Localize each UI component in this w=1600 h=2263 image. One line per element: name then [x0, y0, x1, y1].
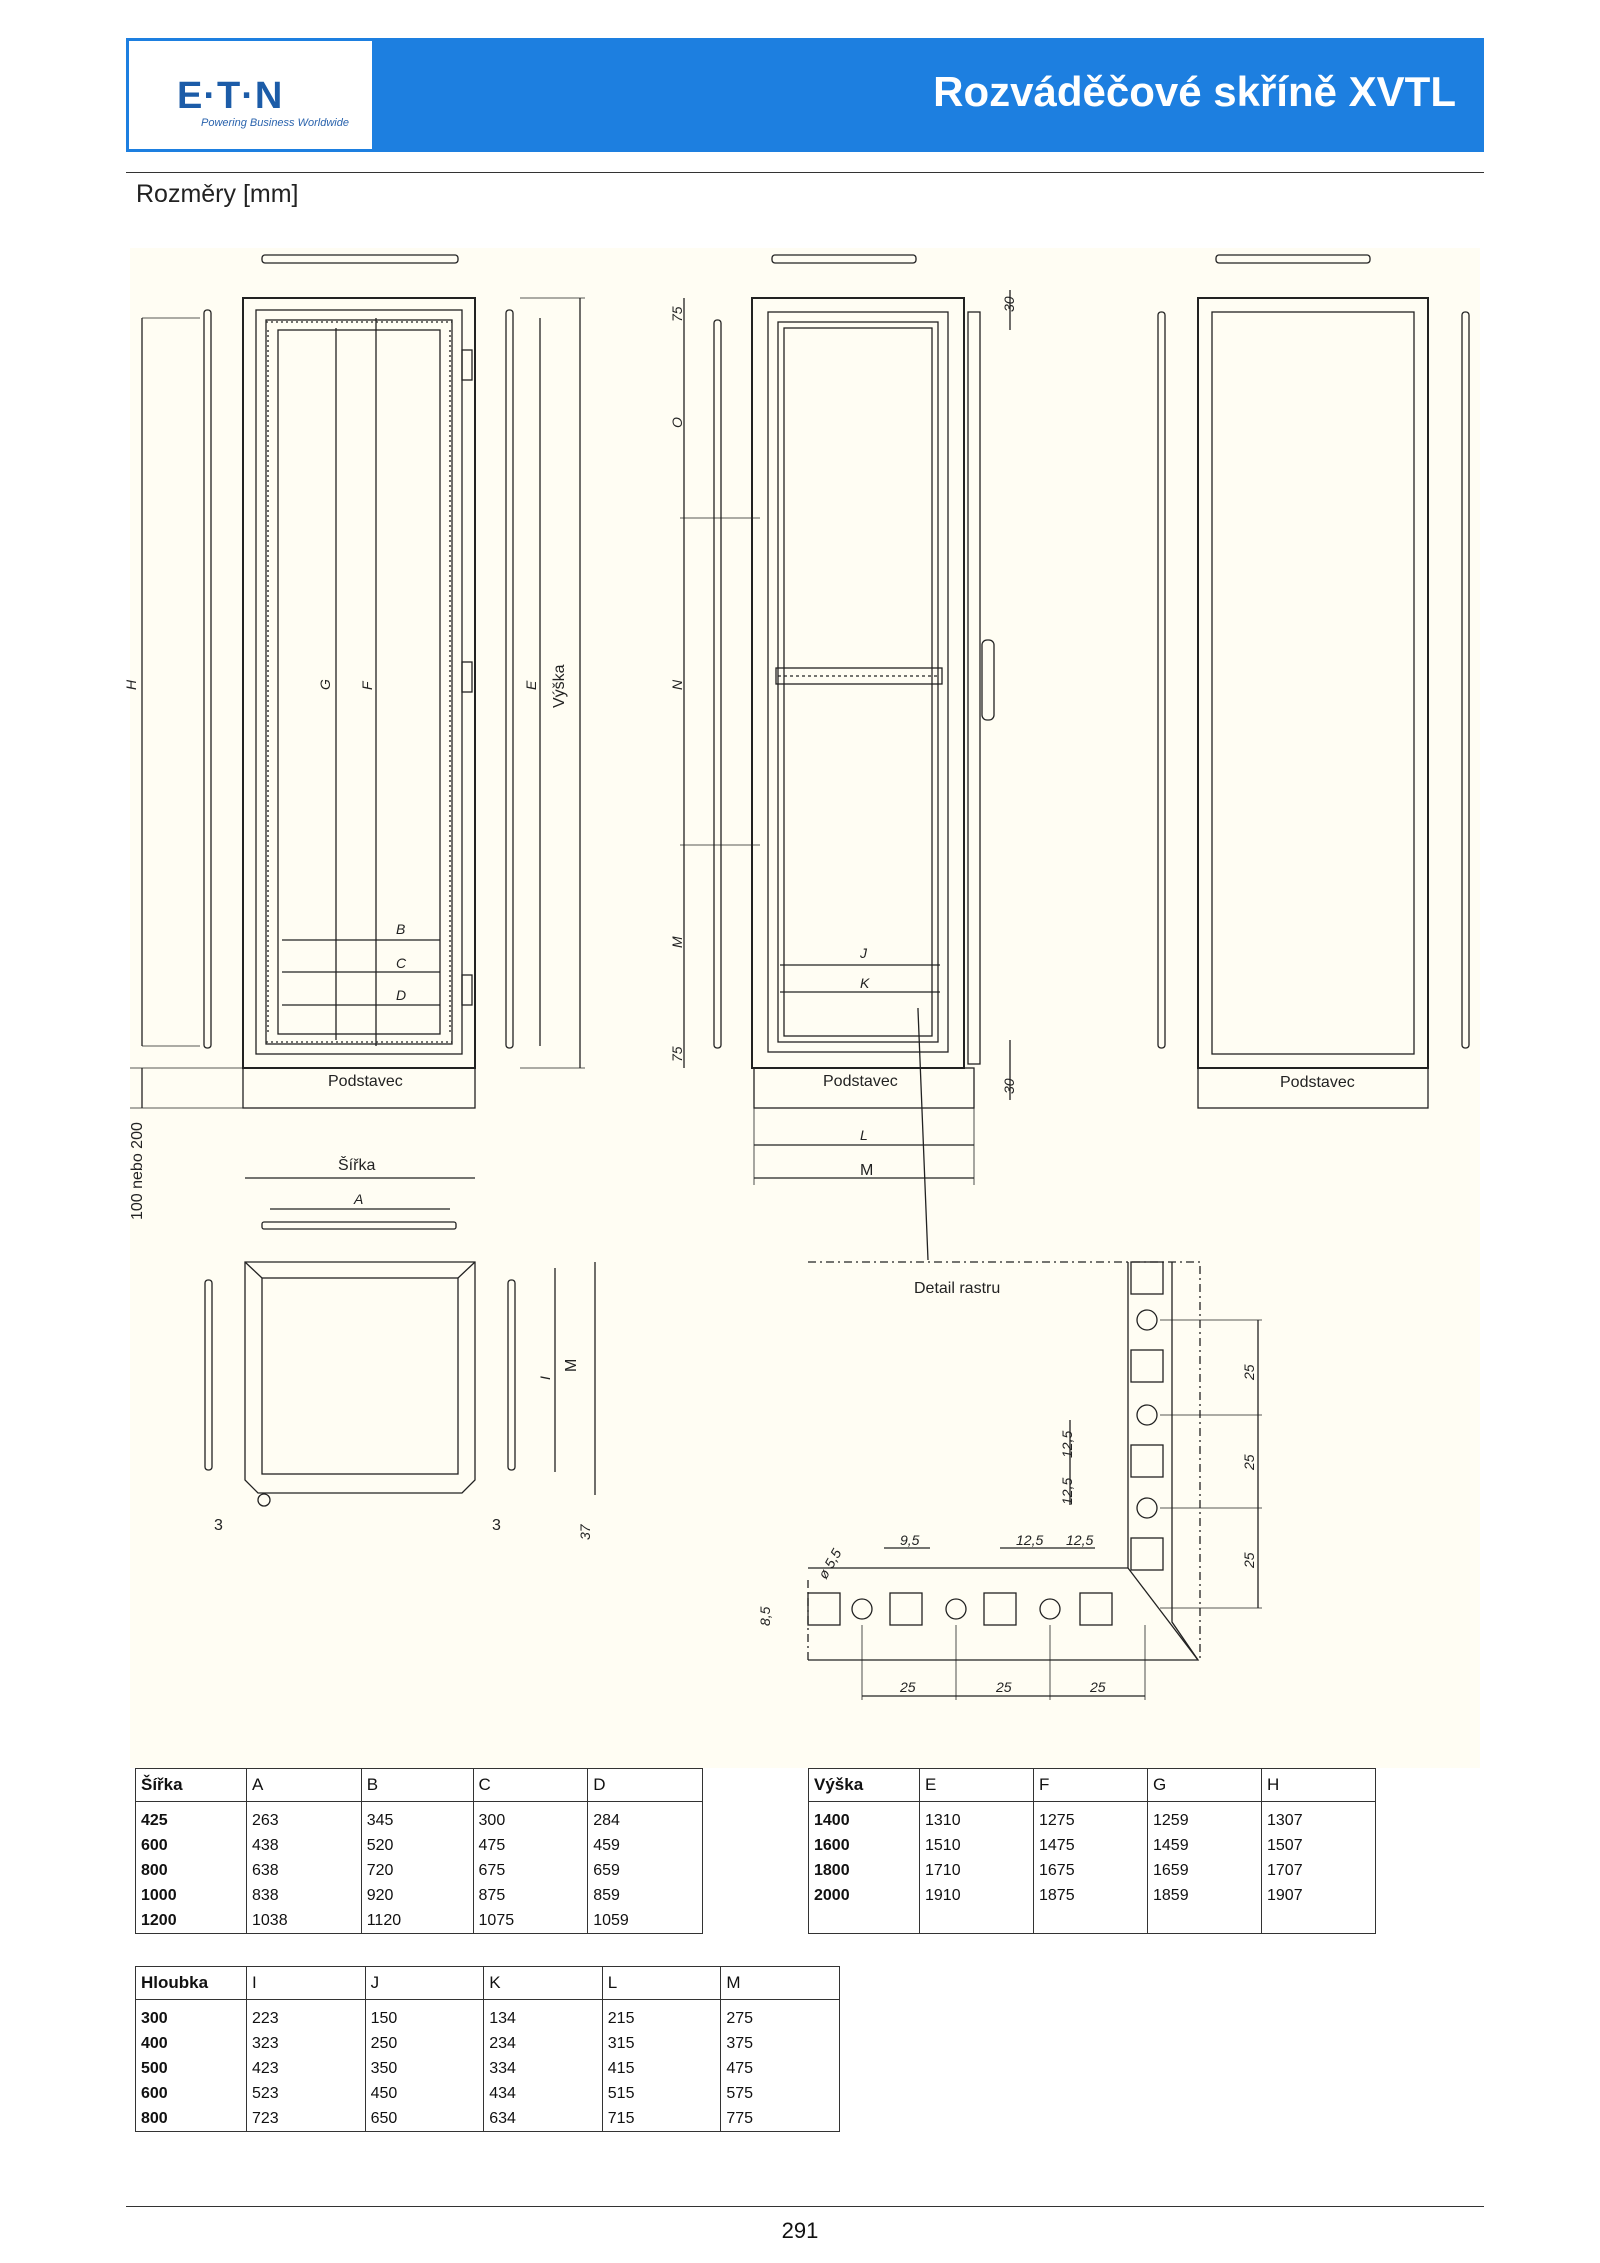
- table-row: [809, 1908, 1376, 1934]
- page-number: 291: [781, 2218, 819, 2243]
- table-row: [809, 1833, 1376, 1858]
- cell: 334: [484, 2056, 603, 2081]
- cell: 1275: [1034, 1802, 1148, 1834]
- cell: 720: [361, 1858, 473, 1883]
- dim-G: G: [317, 679, 333, 690]
- cell: 1000: [141, 1886, 177, 1904]
- cell: 800: [141, 2109, 168, 2127]
- plan-view: [205, 1178, 595, 1506]
- cell: 1510: [920, 1833, 1034, 1858]
- dim-9-5: 9,5: [900, 1532, 920, 1548]
- table-row: [136, 1833, 703, 1858]
- cell: 800: [141, 1861, 168, 1879]
- label-base-height: 100 nebo 200: [129, 1122, 146, 1220]
- cell: 350: [365, 2056, 484, 2081]
- cell: 1875: [1034, 1883, 1148, 1908]
- cell: 675: [473, 1858, 588, 1883]
- cell: 600: [141, 1836, 168, 1854]
- cell: 1859: [1148, 1883, 1262, 1908]
- cell: 300: [141, 2009, 168, 2027]
- cell: 263: [247, 1802, 362, 1834]
- cell: [1262, 1908, 1376, 1934]
- rear-view: [1158, 255, 1469, 1108]
- header-cell: H: [1262, 1769, 1376, 1802]
- header-cell: E: [920, 1769, 1034, 1802]
- table-row: [136, 1908, 703, 1934]
- cell: 1659: [1148, 1858, 1262, 1883]
- header-cell: A: [247, 1769, 362, 1802]
- dim-I: I: [537, 1376, 553, 1380]
- dim-N: N: [669, 679, 685, 690]
- table-header-row: [809, 1769, 1376, 1802]
- label-detail-rastru: Detail rastru: [914, 1280, 1001, 1297]
- cell: 315: [602, 2031, 721, 2056]
- cell: 634: [484, 2106, 603, 2132]
- cell: 1459: [1148, 1833, 1262, 1858]
- dim-H: H: [123, 679, 139, 690]
- cell: 1910: [920, 1883, 1034, 1908]
- header-cell: Výška: [809, 1769, 920, 1802]
- cell: 434: [484, 2081, 603, 2106]
- cell: 1800: [814, 1861, 850, 1879]
- header-cell: I: [247, 1967, 366, 2000]
- cell: 659: [588, 1858, 703, 1883]
- cell: 1400: [814, 1811, 850, 1829]
- section-subtitle: Rozměry [mm]: [136, 180, 299, 208]
- cell: 234: [484, 2031, 603, 2056]
- dim-25-h1: 25: [900, 1679, 916, 1695]
- cell: 1075: [473, 1908, 588, 1934]
- cell: 1059: [588, 1908, 703, 1934]
- cell: 215: [602, 2000, 721, 2032]
- cell: 134: [484, 2000, 603, 2032]
- dim-25-h2: 25: [996, 1679, 1012, 1695]
- dim-D: D: [396, 987, 407, 1003]
- dim-25-v3: 25: [1241, 1552, 1257, 1568]
- cell: 875: [473, 1883, 588, 1908]
- cell: 575: [721, 2081, 840, 2106]
- cell: 323: [247, 2031, 366, 2056]
- cell: [1034, 1908, 1148, 1934]
- header-cell: Hloubka: [136, 1967, 247, 2000]
- dim-J: J: [860, 945, 867, 961]
- table-depth: [135, 1966, 840, 2132]
- cell: 475: [721, 2056, 840, 2081]
- table-row: [136, 2000, 840, 2032]
- cell: 838: [247, 1883, 362, 1908]
- cell: 775: [721, 2106, 840, 2132]
- table-row: [136, 1883, 703, 1908]
- cell: 723: [247, 2106, 366, 2132]
- cell: 438: [247, 1833, 362, 1858]
- logo-tagline: Powering Business Worldwide: [201, 117, 349, 129]
- cell: 1475: [1034, 1833, 1148, 1858]
- header-cell: B: [361, 1769, 473, 1802]
- cell: 650: [365, 2106, 484, 2132]
- label-podstavec-side: Podstavec: [823, 1073, 898, 1090]
- cell: [1148, 1908, 1262, 1934]
- cell: 250: [365, 2031, 484, 2056]
- cell: 423: [247, 2056, 366, 2081]
- table-row: [809, 1802, 1376, 1834]
- cell: 425: [141, 1811, 168, 1829]
- dim-L: L: [860, 1127, 868, 1143]
- cell: 1907: [1262, 1883, 1376, 1908]
- header-cell: J: [365, 1967, 484, 2000]
- dim-25-v1: 25: [1241, 1364, 1257, 1380]
- dim-E: E: [523, 680, 539, 690]
- table-height: [808, 1768, 1376, 1934]
- dim-12-5-h1: 12,5: [1016, 1532, 1044, 1548]
- table-row: [809, 1858, 1376, 1883]
- logo-wordmark: E·T·N: [177, 75, 284, 117]
- cell: [920, 1908, 1034, 1934]
- header-cell: M: [721, 1967, 840, 2000]
- dim-3-left: 3: [214, 1517, 223, 1534]
- side-view: [680, 255, 1010, 1260]
- label-M-bottom: M: [860, 1162, 874, 1179]
- cell: 400: [141, 2034, 168, 2052]
- dim-F: F: [359, 681, 375, 690]
- dim-M: M: [669, 936, 685, 948]
- label-podstavec-front: Podstavec: [328, 1073, 403, 1090]
- table-row: [136, 2106, 840, 2132]
- header-cell: D: [588, 1769, 703, 1802]
- cell: 300: [473, 1802, 588, 1834]
- cell: 275: [721, 2000, 840, 2032]
- header-cell: C: [473, 1769, 588, 1802]
- dim-12-5-h2: 12,5: [1066, 1532, 1094, 1548]
- table-header-row: [136, 1967, 840, 2000]
- cell: 1120: [361, 1908, 473, 1934]
- cell: 1259: [1148, 1802, 1262, 1834]
- dim-75-top: 75: [669, 306, 685, 322]
- header-cell: G: [1148, 1769, 1262, 1802]
- front-view: [130, 255, 585, 1108]
- label-M-plan: M: [563, 1358, 580, 1372]
- header-cell: F: [1034, 1769, 1148, 1802]
- table-width: [135, 1768, 703, 1934]
- dim-75-bottom: 75: [669, 1046, 685, 1062]
- table-row: [809, 1883, 1376, 1908]
- dim-B: B: [396, 921, 406, 937]
- table-row: [136, 2081, 840, 2106]
- table-header-row: [136, 1769, 703, 1802]
- cell: 1710: [920, 1858, 1034, 1883]
- cell: 1507: [1262, 1833, 1376, 1858]
- cell: 1707: [1262, 1858, 1376, 1883]
- header-cell: K: [484, 1967, 603, 2000]
- cell: 345: [361, 1802, 473, 1834]
- dim-12-5-v1: 12,5: [1059, 1430, 1075, 1458]
- cell: 1310: [920, 1802, 1034, 1834]
- cell: 459: [588, 1833, 703, 1858]
- dim-30-top: 30: [1001, 296, 1017, 312]
- label-sirka: Šířka: [338, 1157, 376, 1174]
- label-vyska: Výška: [551, 664, 568, 708]
- dim-25-v2: 25: [1241, 1454, 1257, 1470]
- cell: 223: [247, 2000, 366, 2032]
- cell: 1675: [1034, 1858, 1148, 1883]
- cell: 920: [361, 1883, 473, 1908]
- label-podstavec-rear: Podstavec: [1280, 1074, 1355, 1091]
- cell: 1600: [814, 1836, 850, 1854]
- cell: 715: [602, 2106, 721, 2132]
- table-row: [136, 1858, 703, 1883]
- page-title: Rozváděčové skříně XVTL: [933, 68, 1456, 115]
- cell: 284: [588, 1802, 703, 1834]
- header-cell: L: [602, 1967, 721, 2000]
- cell: 1200: [141, 1911, 177, 1929]
- dim-C: C: [396, 955, 407, 971]
- cell: 859: [588, 1883, 703, 1908]
- cell: 1038: [247, 1908, 362, 1934]
- table-row: [136, 1802, 703, 1834]
- cell: 500: [141, 2059, 168, 2077]
- dim-25-h3: 25: [1090, 1679, 1106, 1695]
- cell: 2000: [814, 1886, 850, 1904]
- header-cell: Šířka: [136, 1769, 247, 1802]
- dim-d5-5: ø 5,5: [814, 1545, 845, 1582]
- cell: 475: [473, 1833, 588, 1858]
- grid-detail: [808, 1262, 1262, 1700]
- cell: 1307: [1262, 1802, 1376, 1834]
- dim-37: 37: [577, 1524, 593, 1540]
- cell: 638: [247, 1858, 362, 1883]
- dim-3-right: 3: [492, 1517, 501, 1534]
- bottom-rule: [126, 2206, 1484, 2207]
- cell: 523: [247, 2081, 366, 2106]
- cell: 375: [721, 2031, 840, 2056]
- cell: 600: [141, 2084, 168, 2102]
- cell: 520: [361, 1833, 473, 1858]
- table-row: [136, 2031, 840, 2056]
- cell: 150: [365, 2000, 484, 2032]
- dim-30-bottom: 30: [1001, 1078, 1017, 1094]
- cell: 515: [602, 2081, 721, 2106]
- cell: [809, 1908, 920, 1934]
- dim-8-5: 8,5: [757, 1606, 773, 1626]
- dim-12-5-v2: 12,5: [1059, 1477, 1075, 1505]
- cell: 415: [602, 2056, 721, 2081]
- dim-K: K: [860, 975, 870, 991]
- table-row: [136, 2056, 840, 2081]
- dim-O: O: [669, 417, 685, 428]
- dim-A: A: [354, 1191, 364, 1207]
- cell: 450: [365, 2081, 484, 2106]
